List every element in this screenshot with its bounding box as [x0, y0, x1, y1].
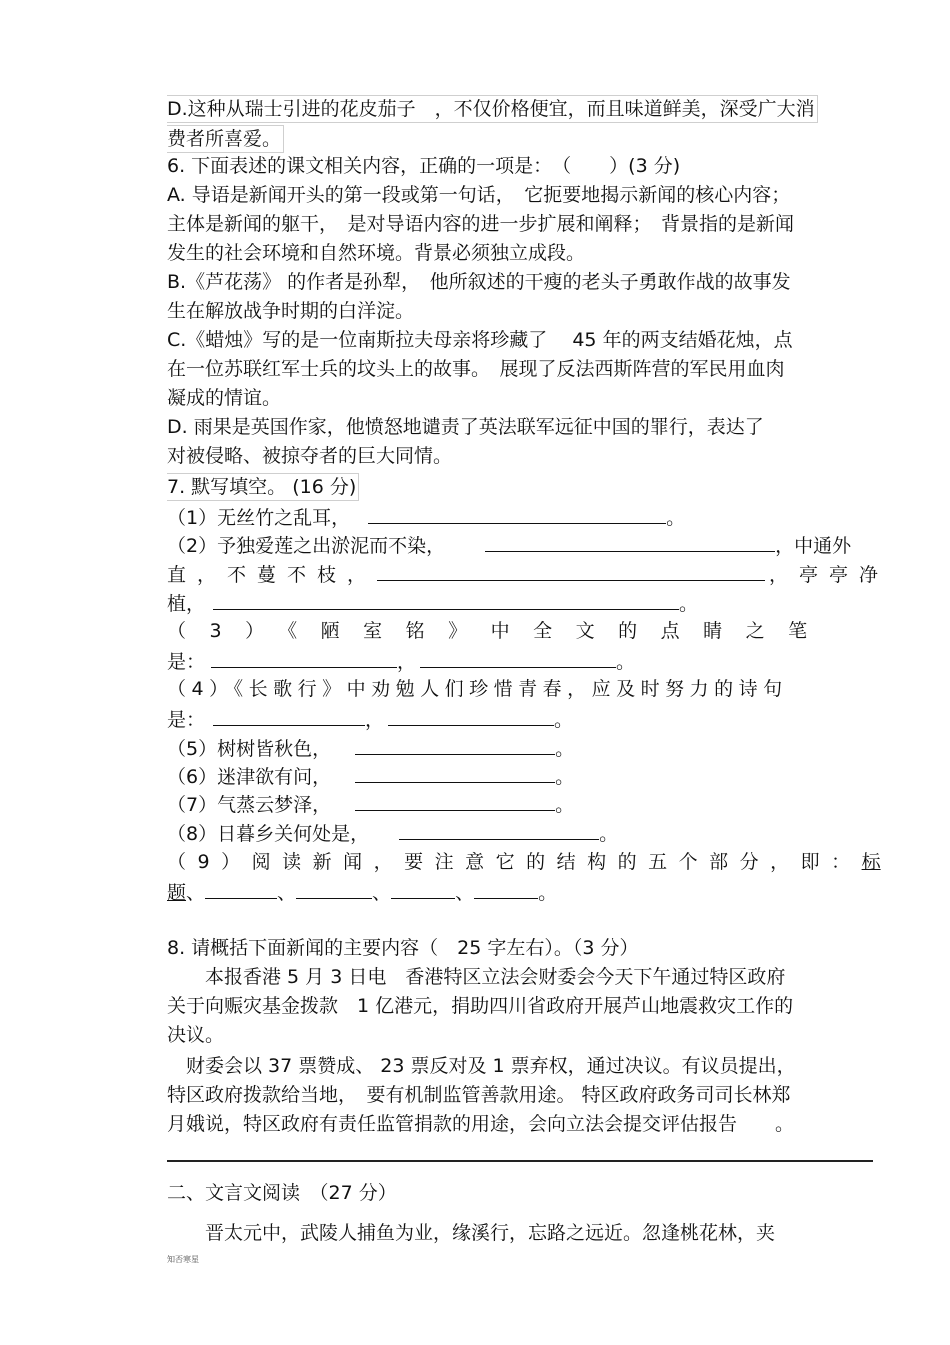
q6-option-c-line3: 凝成的情谊。: [167, 387, 282, 409]
q7-item9-line1: [167, 849, 881, 875]
period-mark: 。: [555, 766, 575, 788]
fill-blank[interactable]: [355, 734, 555, 755]
fill-blank[interactable]: [474, 878, 538, 899]
q6-option-b-line1: B.《芦花荡》 的作者是孙犁， 他所叙述的干瘦的老头子勇敢作战的故事发: [167, 271, 791, 293]
q7-item2-tail: ，中通外: [775, 535, 852, 557]
q7-item9-prompt: （9）阅读新闻，要注意它的结构的五个部分，即：: [167, 851, 862, 873]
q7-item2-tail2: ，亭亭净: [769, 564, 890, 586]
q7-item2-prompt3: 植，: [167, 593, 206, 615]
period-mark: 。: [599, 823, 619, 845]
q7-item2-line1: [167, 531, 851, 559]
fill-blank[interactable]: [296, 878, 372, 899]
fill-blank[interactable]: [391, 878, 455, 899]
q7-item2-prompt: （2）予独爱莲之出淤泥而不染，: [167, 535, 446, 557]
q8-news-line6: 月娥说，特区政府有责任监管捐款的用途，会向立法会提交评估报告 。: [167, 1113, 795, 1135]
fill-blank[interactable]: [420, 647, 616, 668]
period-mark: 。: [555, 794, 575, 816]
q8-news-line1: 本报香港 5 月 3 日电 香港特区立法会财委会今天下午通过特区政府: [167, 966, 786, 988]
fill-blank[interactable]: [485, 531, 775, 552]
q6-option-d-line2: 对被侵略、被掠夺者的巨大同情。: [167, 445, 453, 467]
q7-item8: [167, 819, 618, 847]
q6-option-b-line2: 生在解放战争时期的白洋淀。: [167, 300, 415, 322]
q7-item9-line2: [167, 878, 557, 906]
q7-item9-sample2: 题: [167, 882, 187, 904]
q7-item1-prompt: （1）无丝竹之乱耳，: [167, 507, 351, 529]
q7-item1: [167, 503, 685, 531]
q7-item7-prompt: （7）气蒸云梦泽，: [167, 794, 332, 816]
q6-stem: 6. 下面表述的课文相关内容，正确的一项是： （ ）(3 分): [167, 155, 681, 177]
fill-blank[interactable]: [399, 819, 599, 840]
q7-item6: [167, 762, 574, 790]
q7-item3-line1: （3）《陋室铭》中全文的点睛之笔: [167, 620, 831, 642]
fill-blank[interactable]: [377, 560, 765, 581]
dun-mark: 、: [372, 882, 392, 904]
q8-news-line3: 决议。: [167, 1024, 225, 1046]
dun-mark: 、: [277, 882, 297, 904]
period-mark: 。: [666, 507, 686, 529]
fill-blank[interactable]: [213, 589, 679, 610]
q7-item4-line1: （4）《长歌行》中劝勉人们珍惜青春，应及时努力的诗句: [167, 678, 788, 700]
fill-blank[interactable]: [205, 878, 277, 899]
q7-item6-prompt: （6）迷津欲有问，: [167, 766, 332, 788]
period-mark: 。: [679, 593, 699, 615]
q8-news-line2: 关于向赈灾基金拨款 1 亿港元，捐助四川省政府开展芦山地震救灾工作的: [167, 995, 794, 1017]
part2-heading: 二、文言文阅读 （27 分）: [167, 1182, 397, 1204]
period-mark: 。: [555, 738, 575, 760]
fill-blank[interactable]: [213, 705, 365, 726]
q6-option-c-line1: C.《蜡烛》写的是一位南斯拉夫母亲将珍藏了 45 年的两支结婚花烛，点: [167, 329, 793, 351]
q7-item4-line2: [167, 705, 573, 733]
fill-blank[interactable]: [355, 762, 555, 783]
q6-option-c-line2: 在一位苏联红军士兵的坟头上的故事。 展现了反法西斯阵营的军民用血肉: [167, 358, 785, 380]
q7-item2-line2: [167, 560, 889, 588]
q7-item5: [167, 734, 574, 762]
q6-option-a-line3: 发生的社会环境和自然环境。背景必须独立成段。: [167, 242, 586, 264]
section-divider: [167, 1160, 873, 1162]
dun-mark: 、: [455, 882, 475, 904]
part2-passage-line1: 晋太元中，武陵人捕鱼为业，缘溪行，忘路之远近。忽逢桃花林，夹: [167, 1222, 776, 1244]
q7-item5-prompt: （5）树树皆秋色，: [167, 738, 332, 760]
q7-item7: [167, 790, 574, 818]
q6-option-d-line1: D. 雨果是英国作家，他愤怒地谴责了英法联军远征中国的罪行，表达了: [167, 416, 764, 438]
q7-item4-prompt: 是：: [167, 709, 206, 731]
dun-mark: 、: [186, 882, 206, 904]
q8-stem: 8. 请概括下面新闻的主要内容（ 25 字左右）。（3 分）: [167, 937, 639, 959]
q7-item3-line2: [167, 647, 635, 675]
q7-item2-prompt2: 直，不蔓不枝，: [167, 564, 378, 586]
q8-news-line5: 特区政府拨款给当地， 要有机制监管善款用途。 特区政府政务司司长林郑: [167, 1084, 791, 1106]
q5-option-d-line1: D.这种从瑞士引进的花皮茄子 ，不仅价格便宜，而且味道鲜美，深受广大消: [167, 95, 818, 123]
period-mark: 。: [554, 709, 574, 731]
q8-news-line4: 财委会以 37 票赞成、 23 票反对及 1 票弃权，通过决议。有议员提出，: [167, 1055, 796, 1077]
period-mark: 。: [538, 882, 558, 904]
comma-mark: ，: [365, 709, 385, 731]
page-footer: 知否寒星: [167, 1255, 199, 1264]
q6-option-a-line2: 主体是新闻的躯干， 是对导语内容的进一步扩展和阐释； 背景指的是新闻: [167, 213, 795, 235]
q7-item3-prompt: 是：: [167, 651, 206, 673]
fill-blank[interactable]: [355, 790, 555, 811]
q7-stem: 7. 默写填空。 (16 分): [167, 473, 359, 501]
comma-mark: ，: [397, 651, 417, 673]
q6-option-a-line1: A. 导语是新闻开头的第一段或第一句话， 它扼要地揭示新闻的核心内容；: [167, 184, 791, 206]
fill-blank[interactable]: [211, 647, 397, 668]
fill-blank[interactable]: [388, 705, 554, 726]
q7-item8-prompt: （8）日暮乡关何处是，: [167, 823, 370, 845]
period-mark: 。: [616, 651, 636, 673]
q5-option-d-line2: 费者所喜爱。: [167, 125, 284, 153]
q7-item2-line3: [167, 589, 698, 617]
q7-item9-sample: 标: [861, 851, 881, 873]
fill-blank[interactable]: [368, 503, 666, 524]
